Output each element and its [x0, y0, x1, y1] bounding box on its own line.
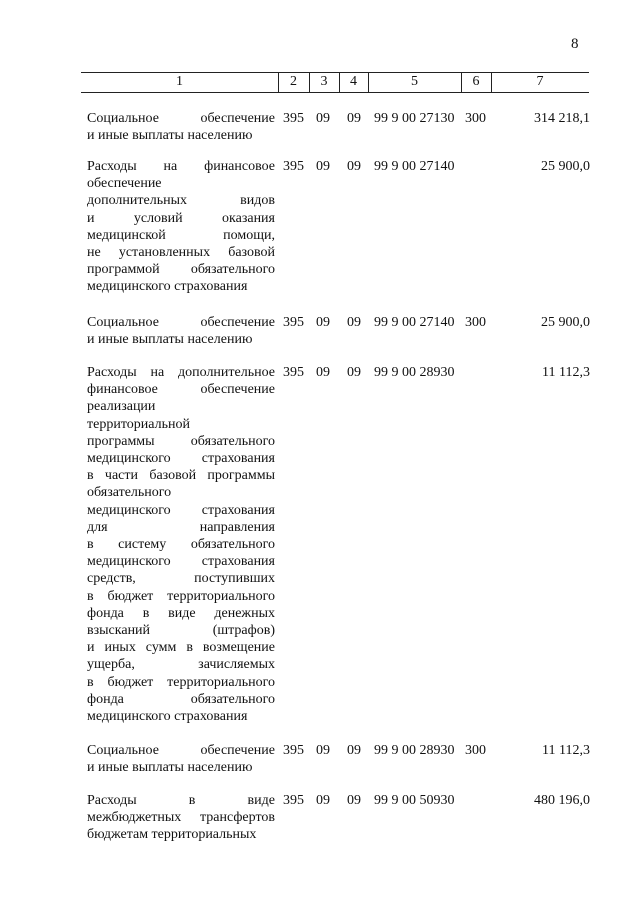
cell-col-6: 300: [465, 111, 486, 126]
cell-col-4: 09: [347, 743, 361, 758]
description-line: медицинского страхования: [87, 451, 275, 467]
description-line: Социальное обеспечение: [87, 743, 275, 758]
row-description: [87, 742, 275, 776]
description-line: программы обязательного: [87, 433, 275, 449]
header-col-1: 1: [176, 74, 183, 89]
table-header-top-rule: [81, 72, 589, 73]
row-description: [87, 792, 275, 844]
row-description: [87, 110, 275, 144]
cell-col-2: 395: [283, 315, 304, 330]
cell-col-3: 09: [316, 159, 330, 174]
table-header-bottom-rule: [81, 92, 589, 93]
cell-col-5: 99 9 00 27140: [374, 315, 455, 330]
description-line: не установленных базовой: [87, 245, 275, 261]
row-description: [87, 314, 275, 348]
description-line: финансовое обеспечение: [87, 382, 275, 398]
cell-col-5: 99 9 00 28930: [374, 365, 455, 380]
cell-col-4: 09: [347, 793, 361, 808]
description-line: Социальное обеспечение: [87, 315, 275, 330]
cell-col-4: 09: [347, 111, 361, 126]
description-line: и иные выплаты населению: [87, 332, 253, 348]
description-line: реализации: [87, 399, 156, 415]
description-line: Расходы в виде: [87, 793, 275, 808]
cell-col-6: 300: [465, 315, 486, 330]
description-line: для направления: [87, 519, 275, 535]
description-line: Расходы на финансовое: [87, 159, 275, 174]
description-line: медицинского страхования: [87, 502, 275, 518]
cell-col-3: 09: [316, 111, 330, 126]
description-line: территориальной: [87, 416, 190, 432]
description-line: дополнительных видов: [87, 193, 275, 209]
cell-col-3: 09: [316, 365, 330, 380]
description-line: медицинского страхования: [87, 279, 248, 295]
cell-col-7: 480 196,0: [534, 793, 590, 808]
cell-col-7: 11 112,3: [542, 743, 590, 758]
description-line: в систему обязательного: [87, 537, 275, 553]
cell-col-3: 09: [316, 743, 330, 758]
cell-col-2: 395: [283, 365, 304, 380]
cell-col-2: 395: [283, 111, 304, 126]
description-line: бюджетам территориальных: [87, 827, 257, 843]
cell-col-4: 09: [347, 159, 361, 174]
description-line: обеспечение: [87, 176, 162, 192]
page-number: 8: [571, 36, 579, 52]
description-line: средств, поступивших: [87, 571, 275, 587]
description-line: взысканий (штрафов): [87, 623, 275, 639]
description-line: в бюджет территориального: [87, 674, 275, 690]
cell-col-3: 09: [316, 315, 330, 330]
cell-col-2: 395: [283, 793, 304, 808]
cell-col-5: 99 9 00 27130: [374, 111, 455, 126]
description-line: фонда обязательного: [87, 691, 275, 707]
header-col-6: 6: [472, 74, 480, 89]
description-line: и иные выплаты населению: [87, 760, 253, 776]
description-line: межбюджетных трансфертов: [87, 810, 275, 826]
cell-col-5: 99 9 00 27140: [374, 159, 455, 174]
header-col-2: 2: [290, 74, 297, 89]
description-line: медицинской помощи,: [87, 227, 275, 243]
description-line: медицинского страхования: [87, 554, 275, 570]
description-line: фонда в виде денежных: [87, 605, 275, 621]
header-col-5: 5: [411, 74, 418, 89]
cell-col-7: 11 112,3: [542, 365, 590, 380]
row-description: [87, 158, 275, 296]
cell-col-5: 99 9 00 50930: [374, 793, 455, 808]
cell-col-6: 300: [465, 743, 486, 758]
description-line: и иных сумм в возмещение: [87, 640, 275, 656]
description-line: в части базовой программы: [87, 468, 275, 484]
description-line: и иные выплаты населению: [87, 128, 253, 144]
description-line: Социальное обеспечение: [87, 111, 275, 126]
cell-col-4: 09: [347, 315, 361, 330]
description-line: ущерба, зачисляемых: [87, 657, 275, 673]
cell-col-2: 395: [283, 743, 304, 758]
cell-col-2: 395: [283, 159, 304, 174]
description-line: медицинского страхования: [87, 709, 248, 725]
header-col-4: 4: [350, 74, 357, 89]
header-col-3: 3: [320, 74, 328, 89]
cell-col-3: 09: [316, 793, 330, 808]
header-col-7: 7: [536, 74, 544, 89]
row-description: [87, 364, 275, 725]
cell-col-4: 09: [347, 365, 361, 380]
cell-col-5: 99 9 00 28930: [374, 743, 455, 758]
description-line: Расходы на дополнительное: [87, 365, 275, 380]
cell-col-7: 25 900,0: [541, 159, 590, 174]
cell-col-7: 314 218,1: [534, 111, 590, 126]
description-line: программой обязательного: [87, 262, 275, 278]
description-line: в бюджет территориального: [87, 588, 275, 604]
description-line: обязательного: [87, 485, 172, 501]
description-line: и условий оказания: [87, 210, 275, 226]
cell-col-7: 25 900,0: [541, 315, 590, 330]
